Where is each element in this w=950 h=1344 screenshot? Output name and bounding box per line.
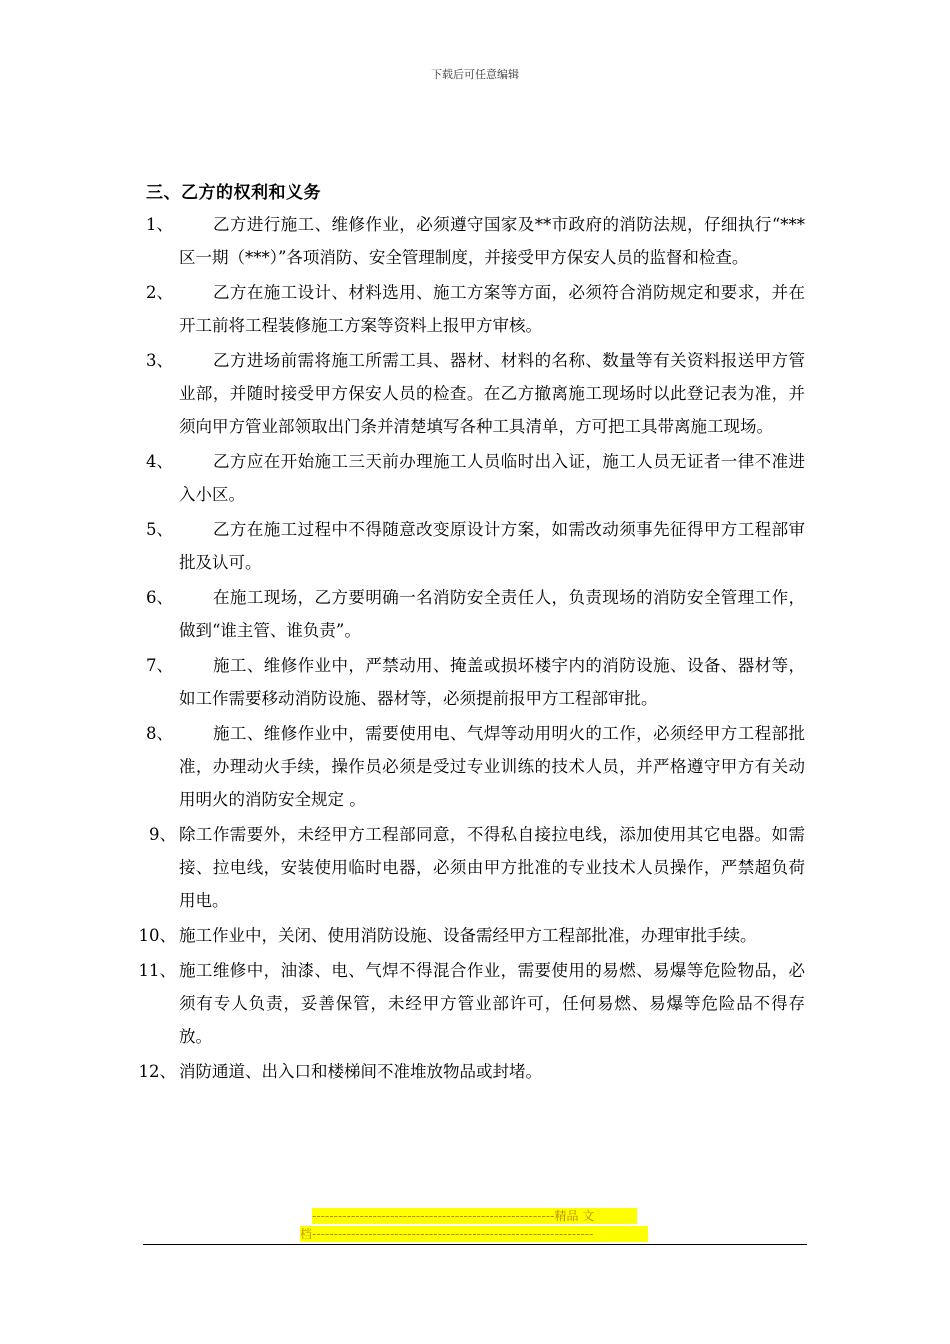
item-text: 施工维修中，油漆、电、气焊不得混合作业，需要使用的易燃、易爆等危险物品，必须有专人负责，妥善保管，未经甲方管业部许可，任何易燃、易爆等危险品不得存放。 — [179, 961, 805, 1046]
item-text: 乙方进行施工、维修作业，必须遵守国家及**市政府的消防法规，仔细执行“***区一期（***）”各项消防、安全管理制度，并接受甲方保安人员的监督和检查。 — [179, 215, 805, 267]
page-header: 下载后可任意编辑 — [431, 68, 519, 81]
list-item — [0, 717, 950, 816]
list-item — [0, 649, 950, 715]
list-item — [0, 445, 950, 511]
footer-divider — [143, 1244, 807, 1245]
item-number: 8、 — [146, 724, 173, 743]
item-number: 6、 — [146, 588, 173, 607]
item-number: 3、 — [146, 351, 173, 370]
list-item — [0, 1055, 950, 1088]
item-number: 12、 — [138, 1062, 176, 1081]
item-number: 9、 — [149, 825, 176, 844]
list-item — [0, 919, 950, 952]
obligation-list — [0, 208, 950, 1088]
item-number: 2、 — [146, 283, 173, 302]
item-text: 乙方应在开始施工三天前办理施工人员临时出入证，施工人员无证者一律不准进入小区。 — [179, 452, 805, 504]
item-number: 11、 — [138, 961, 176, 980]
item-text: 消防通道、出入口和楼梯间不准堆放物品或封堵。 — [179, 1062, 542, 1081]
item-text: 施工作业中，关闭、使用消防设施、设备需经甲方工程部批准，办理审批手续。 — [179, 926, 757, 945]
list-item — [0, 818, 950, 917]
item-text: 在施工现场，乙方要明确一名消防安全责任人，负责现场的消防安全管理工作，做到“谁主管、谁负责”。 — [179, 588, 805, 640]
item-number: 4、 — [146, 452, 173, 471]
item-text: 乙方在施工过程中不得随意改变原设计方案，如需改动须事先征得甲方工程部审批及认可。 — [179, 520, 805, 572]
list-item — [0, 208, 950, 274]
list-item — [0, 581, 950, 647]
item-number: 5、 — [146, 520, 173, 539]
item-number: 10、 — [138, 926, 176, 945]
footer-banner-line2: 档----------------------------------------------------------------- — [300, 1226, 648, 1242]
item-text: 乙方进场前需将施工所需工具、器材、材料的名称、数量等有关资料报送甲方管业部，并随时接受甲方保安人员的检查。在乙方撤离施工现场时以此登记表为准，并须向甲方管业部领取出门条并清楚填写各种工具清单，方可把工具带离施工现场。 — [179, 351, 805, 436]
list-item — [0, 513, 950, 579]
list-item — [0, 344, 950, 443]
item-text: 除工作需要外，未经甲方工程部同意，不得私自接拉电线，添加使用其它电器。如需接、拉电线，安装使用临时电器，必须由甲方批准的专业技术人员操作，严禁超负荷用电。 — [179, 825, 805, 910]
item-number: 7、 — [146, 656, 173, 675]
list-item — [0, 276, 950, 342]
item-text: 乙方在施工设计、材料选用、施工方案等方面，必须符合消防规定和要求，并在开工前将工程装修施工方案等资料上报甲方审核。 — [179, 283, 805, 335]
item-text: 施工、维修作业中，需要使用电、气焊等动用明火的工作，必须经甲方工程部批准，办理动火手续，操作员必须是受过专业训练的技术人员，并严格遵守甲方有关动用明火的消防安全规定 。 — [179, 724, 805, 809]
list-item — [0, 954, 950, 1053]
footer-banner-line1: --------------------------------------------------------精品 文 — [312, 1208, 637, 1224]
item-number: 1、 — [146, 215, 173, 234]
item-text: 施工、维修作业中，严禁动用、掩盖或损坏楼宇内的消防设施、设备、器材等，如工作需要移动消防设施、器材等，必须提前报甲方工程部审批。 — [179, 656, 805, 708]
section-title: 三、乙方的权利和义务 — [146, 183, 321, 203]
